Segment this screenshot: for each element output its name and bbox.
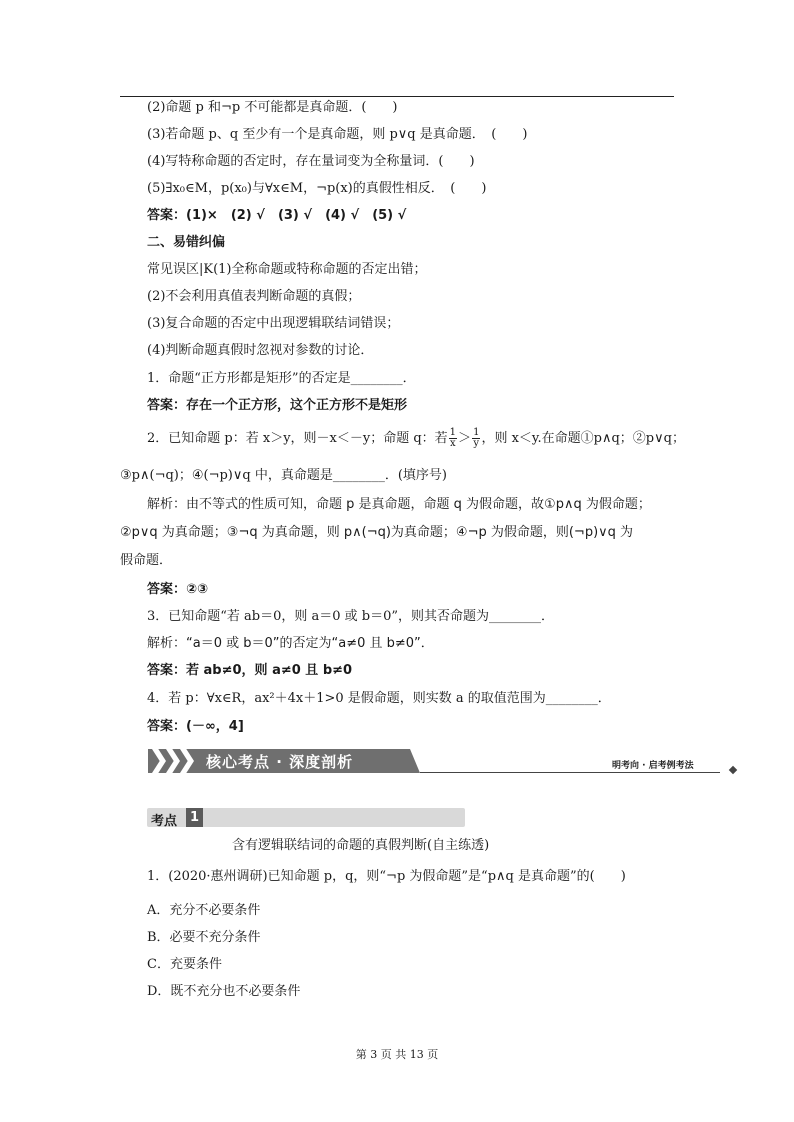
q2-text-a: 2．已知命题 p：若 x＞y，则－x＜－y；命题 q：若 <box>147 431 448 446</box>
frac2-denominator: y <box>473 438 480 449</box>
warning-line-3: (3)复合命题的否定中出现逻辑联结词错误； <box>147 316 400 331</box>
warning-line-2: (2)不会利用真值表判断命题的真假； <box>147 289 361 304</box>
header-rule <box>120 96 674 97</box>
warning-line-4: (4)判断命题真假时忽视对参数的讨论． <box>147 343 374 358</box>
question-1-answer: 答案：存在一个正方形，这个正方形不是矩形 <box>147 398 408 413</box>
question-2-analysis-3: 假命题． <box>120 553 173 568</box>
question-2-line-1 <box>147 428 685 449</box>
judge-item-3: (3)若命题 p、q 至少有一个是真命题，则 p∨q 是真命题． ( ) <box>147 127 528 142</box>
banner-rule <box>420 772 720 773</box>
fraction-1-over-x <box>449 428 457 449</box>
question-4-answer: 答案：(－∞，4] <box>147 719 244 734</box>
banner-title: 核心考点 · 深度剖析 <box>206 753 354 771</box>
kaodian-label: 考点 <box>151 814 178 829</box>
q2-text-b: ，则 x＜y.在命题①p∧q；②p∨q； <box>481 431 685 446</box>
question-3-answer: 答案：若 ab≠0，则 a≠0 且 b≠0 <box>147 663 353 678</box>
question-3: 3．已知命题“若 ab＝0，则 a＝0 或 b＝0”，则其否命题为________． <box>147 609 555 624</box>
judge-item-2: (2)命题 p 和¬p 不可能都是真命题．( ) <box>147 100 398 115</box>
kaodian-subtitle: 含有逻辑联结词的命题的真假判断(自主练透) <box>232 838 490 853</box>
question-2-answer: 答案：②③ <box>147 582 209 597</box>
option-d: D．既不充分也不必要条件 <box>147 984 301 999</box>
question-2-analysis-1: 解析：由不等式的性质可知，命题 p 是真命题，命题 q 为假命题，故①p∧q 为假命题； <box>147 497 651 512</box>
diamond-icon <box>729 766 737 774</box>
option-b: B．必要不充分条件 <box>147 930 261 945</box>
kaodian-number: 1 <box>186 808 203 827</box>
judge-item-5: (5)∃x₀∈M，p(x₀)与∀x∈M，¬p(x)的真假性相反． ( ) <box>147 181 487 196</box>
frac1-numerator: 1 <box>449 427 457 438</box>
mc-question-1: 1．(2020·惠州调研)已知命题 p，q，则“¬p 为假命题”是“p∧q 是真命题”的( ) <box>147 869 626 884</box>
judge-item-4: (4)写特称命题的否定时，存在量词变为全称量词．( ) <box>147 154 475 169</box>
question-4: 4．若 p：∀x∈R，ax²＋4x＋1>0 是假命题，则实数 a 的取值范围为________． <box>147 691 611 706</box>
question-2-line-2: ③p∧(¬q)；④(¬p)∨q 中，真命题是________．(填序号) <box>120 468 447 483</box>
option-c: C．充要条件 <box>147 957 222 972</box>
question-2-analysis-2: ②p∨q 为真命题；③¬q 为真命题，则 p∧(¬q)为真命题；④¬p 为假命题，则(¬p)∨q 为 <box>120 525 634 540</box>
judge-answer: 答案：(1)× (2) √ (3) √ (4) √ (5) √ <box>147 208 407 223</box>
section-title: 二、易错纠偏 <box>147 235 226 250</box>
frac1-denominator: x <box>450 438 456 449</box>
warning-line-1: 常见误区|K(1)全称命题或特称命题的否定出错； <box>147 262 427 277</box>
section-banner <box>148 749 738 775</box>
option-a: A．充分不必要条件 <box>147 903 261 918</box>
greater-than-sign: ＞ <box>458 431 472 446</box>
banner-subtitle: 明考向 · 启考例考法 <box>612 761 694 771</box>
question-1: 1．命题“正方形都是矩形”的否定是________． <box>147 371 416 386</box>
fraction-1-over-y <box>472 428 480 449</box>
frac2-numerator: 1 <box>473 427 480 438</box>
page-footer: 第 3 页 共 13 页 <box>355 1048 439 1061</box>
question-3-analysis: 解析：“a＝0 或 b＝0”的否定为“a≠0 且 b≠0”． <box>147 636 434 651</box>
